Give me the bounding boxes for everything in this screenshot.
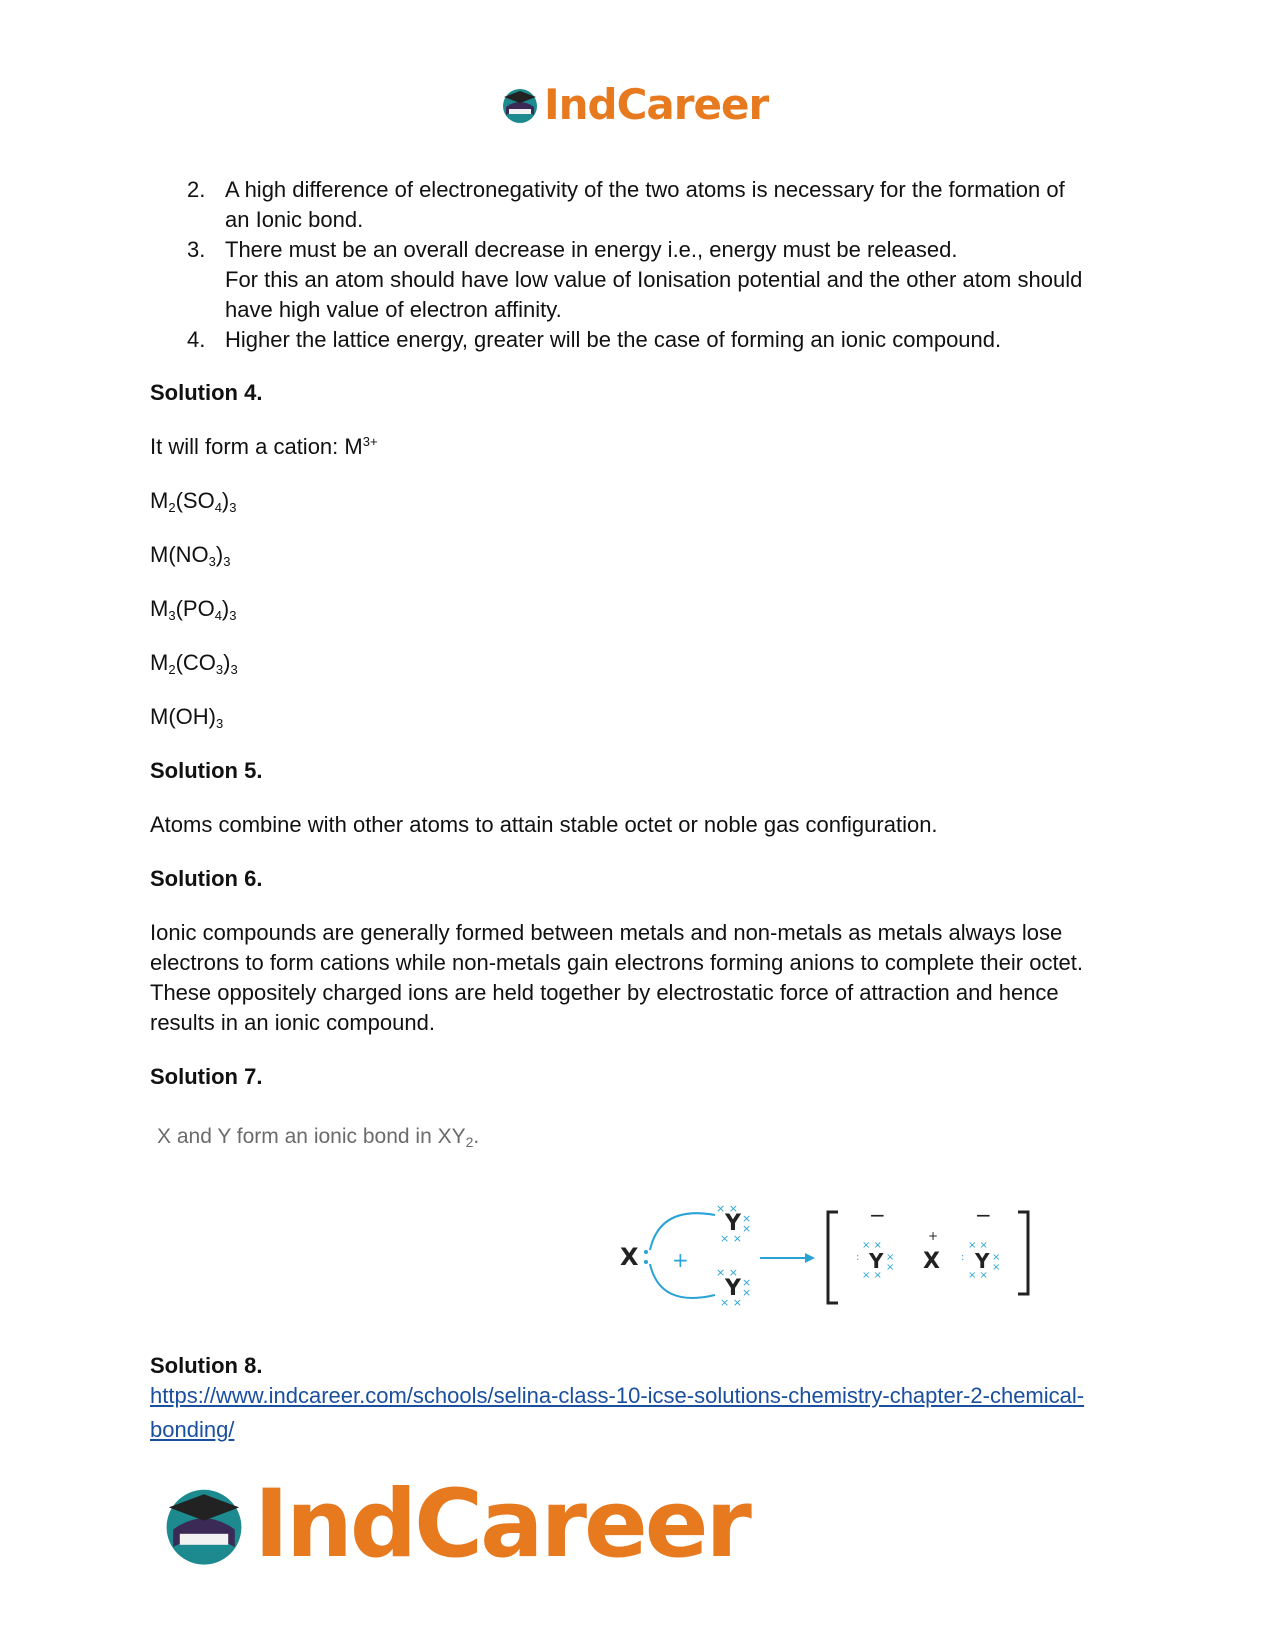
formula-list <box>150 486 1130 732</box>
atom-y-upper: Y <box>725 1211 741 1236</box>
figure-caption: X and Y form an ionic bond in $XY_2$. <box>157 1125 480 1150</box>
plus-charge: + <box>928 1229 939 1243</box>
svg-text:×: × <box>992 1252 1001 1263</box>
ionic-bond-diagram <box>620 1200 1070 1310</box>
solution-6-text: Ionic compounds are generally formed between metals and non-metals as metals always lose electrons to form cations while non-metals gain electrons forming anions to complete their octet. These oppositely charged ions are held together by electrostatic force of attraction and hence results in an ionic compound. <box>150 920 1084 1035</box>
right-bracket <box>1018 1212 1028 1294</box>
chemical-formula: $M_2(SO_4)_3$ <box>150 488 237 515</box>
svg-text:× ×: × × <box>716 1266 738 1279</box>
solution-8-block <box>150 1353 1150 1447</box>
solution-8-heading: Solution 8. <box>150 1353 263 1378</box>
chemical-formula: $M_2(CO_3)_3$ <box>150 650 238 677</box>
chemical-formula: $M(OH)_3$ <box>150 704 224 731</box>
svg-text:×: × <box>742 1276 752 1289</box>
solution-link[interactable]: https://www.indcareer.com/schools/selina-class-10-icse-solutions-chemistry-chapter-2-chemical- bonding/ <box>150 1383 1085 1442</box>
svg-text:× ×: × × <box>968 1240 988 1251</box>
svg-text:× ×: × × <box>716 1202 738 1215</box>
svg-text:× ×: × × <box>862 1240 882 1251</box>
list-item: 2. A high difference of electronegativity of the two atoms is necessary for the formation of an Ionic bond. <box>187 177 1065 232</box>
svg-text::: : <box>961 1252 965 1263</box>
logo-text: IndCareer <box>544 80 769 129</box>
anion-y-left: Y <box>869 1249 884 1273</box>
document-body <box>150 175 1130 1152</box>
electron-transfer-arrow-upper <box>650 1213 715 1250</box>
svg-text:× ×: × × <box>862 1270 882 1281</box>
svg-text:×: × <box>886 1252 895 1263</box>
conditions-list <box>150 175 1130 355</box>
logo-text: IndCareer <box>254 1470 749 1579</box>
plus-sign: + <box>672 1248 689 1272</box>
anion-y-right: Y <box>975 1249 990 1273</box>
solution-5-text: Atoms combine with other atoms to attain stable octet or noble gas configuration. <box>150 812 938 837</box>
svg-text::: : <box>856 1252 860 1263</box>
graduation-cap-globe-icon <box>160 1481 248 1569</box>
header-logo <box>500 80 768 129</box>
svg-text:× ×: × × <box>968 1270 988 1281</box>
minus-charge-right: − <box>975 1203 992 1227</box>
list-item: 3. There must be an overall decrease in energy i.e., energy must be released. For this an atom should have low value of Ionisation potential and the other atom should have high value of electron affinity. <box>187 237 1083 322</box>
chemical-formula: $M_3(PO_4)_3$ <box>150 596 237 623</box>
solution-5-heading: Solution 5. <box>150 758 263 783</box>
solution-7-heading: Solution 7. <box>150 1064 263 1089</box>
cation-statement: It will form a cation: $M^{3+}$ <box>150 434 378 459</box>
svg-text:×: × <box>742 1222 752 1235</box>
graduation-cap-globe-icon <box>500 85 540 125</box>
left-bracket <box>828 1212 838 1303</box>
svg-text:×: × <box>886 1262 895 1273</box>
svg-text:×: × <box>742 1212 752 1225</box>
cation-x: X <box>923 1249 940 1274</box>
footer-logo <box>160 1470 749 1579</box>
minus-charge-left: − <box>869 1203 886 1227</box>
list-item: 4. Higher the lattice energy, greater will be the case of forming an ionic compound. <box>187 327 1002 352</box>
chemical-formula: $M(NO_3)_3$ <box>150 542 231 569</box>
svg-text:×: × <box>742 1286 752 1299</box>
atom-x-label: X <box>620 1243 639 1271</box>
svg-text:× ×: × × <box>720 1296 742 1309</box>
solution-6-heading: Solution 6. <box>150 866 263 891</box>
solution-4-heading: Solution 4. <box>150 380 263 405</box>
atom-y-lower: Y <box>725 1276 741 1301</box>
svg-text:× ×: × × <box>720 1232 742 1245</box>
svg-text:×: × <box>992 1262 1001 1273</box>
